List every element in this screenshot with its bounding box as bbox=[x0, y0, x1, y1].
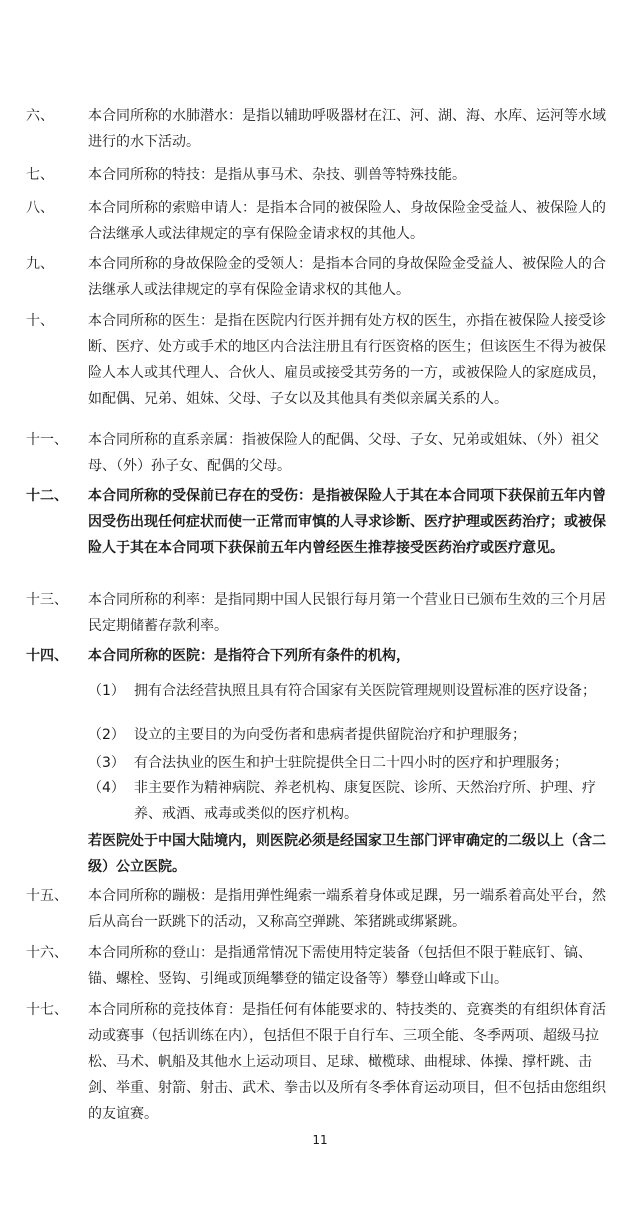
clause-text: 本合同所称的利率：是指同期中国人民银行每月第一个营业日已颁布生效的三个月居民定期储蓄存款利率。 bbox=[88, 592, 606, 634]
clause-number: 十一、 bbox=[26, 432, 68, 448]
condition-number: （3） bbox=[88, 755, 125, 771]
clause-number: 七、 bbox=[26, 167, 54, 183]
condition-text: 非主要作为精神病院、养老机构、康复医院、诊所、天然治疗所、护理、疗养、戒酒、戒毒或类似的医疗机构。 bbox=[134, 780, 596, 822]
condition-text: 设立的主要目的为向受伤者和患病者提供留院治疗和护理服务； bbox=[134, 727, 526, 743]
hospital-note: 若医院处于中国大陆境内，则医院必须是经国家卫生部门评审确定的二级以上（含二级）公立医院。 bbox=[88, 833, 606, 875]
clause-number: 十五、 bbox=[26, 888, 68, 904]
clause-number: 八、 bbox=[26, 200, 54, 216]
clause-number: 十四、 bbox=[26, 648, 68, 664]
clause-text: 本合同所称的医院：是指符合下列所有条件的机构， bbox=[88, 648, 410, 664]
clause-number: 十、 bbox=[26, 313, 54, 329]
page-number: 11 bbox=[312, 1133, 328, 1147]
condition-text: 拥有合法经营执照且具有符合国家有关医院管理规则设置标准的医疗设备； bbox=[134, 683, 596, 699]
clause-text: 本合同所称的特技：是指从事马术、杂技、驯兽等特殊技能。 bbox=[88, 167, 466, 183]
clause-number: 十三、 bbox=[26, 592, 68, 608]
clause-text: 本合同所称的医生：是指在医院内行医并拥有处方权的医生，亦指在被保险人接受诊断、医疗、处方或手术的地区内合法注册且有行医资格的医生；但该医生不得为被保险人本人或其代理人、合伙人、雇员或接受其劳务的一方，或被保险人的家庭成员，如配偶、兄弟、姐妹、父母、子女以及其他具有类似亲属关系的人。 bbox=[88, 313, 606, 407]
condition-text: 有合法执业的医生和护士驻院提供全日二十四小时的医疗和护理服务； bbox=[134, 755, 568, 771]
clause-number: 十二、 bbox=[26, 488, 68, 504]
clause-number: 六、 bbox=[26, 108, 54, 124]
clause-text: 本合同所称的受保前已存在的受伤：是指被保险人于其在本合同项下获保前五年内曾因受伤出现任何症状而使一正常而审慎的人寻求诊断、医疗护理或医药治疗；或被保险人于其在本合同项下获保前五年内曾经医生推荐接受医药治疗或医疗意见。 bbox=[88, 488, 606, 556]
clause-text: 本合同所称的直系亲属：指被保险人的配偶、父母、子女、兄弟或姐妹、（外）祖父母、（外）孙子女、配偶的父母。 bbox=[88, 432, 599, 474]
condition-number: （1） bbox=[88, 683, 125, 699]
clause-number: 十六、 bbox=[26, 945, 68, 961]
condition-number: （2） bbox=[88, 727, 125, 743]
clause-text: 本合同所称的登山：是指通常情况下需使用特定装备（包括但不限于鞋底钉、镐、锚、螺栓、竖钩、引绳或顶绳攀登的锚定设备等）攀登山峰或下山。 bbox=[88, 945, 592, 987]
condition-number: （4） bbox=[88, 780, 125, 796]
clause-text: 本合同所称的索赔申请人：是指本合同的被保险人、身故保险金受益人、被保险人的合法继承人或法律规定的享有保险金请求权的其他人。 bbox=[88, 200, 606, 242]
clause-text: 本合同所称的蹦极：是指用弹性绳索一端系着身体或足踝，另一端系着高处平台，然后从高台一跃跳下的活动，又称高空弹跳、笨猪跳或绑紧跳。 bbox=[88, 888, 606, 930]
clause-text: 本合同所称的身故保险金的受领人：是指本合同的身故保险金受益人、被保险人的合法继承人或法律规定的享有保险金请求权的其他人。 bbox=[88, 256, 606, 298]
clause-text: 本合同所称的水肺潜水：是指以辅助呼吸器材在江、河、湖、海、水库、运河等水域进行的水下活动。 bbox=[88, 108, 606, 150]
clause-number: 十七、 bbox=[26, 1002, 68, 1018]
clause-text: 本合同所称的竞技体育：是指任何有体能要求的、特技类的、竞赛类的有组织体育活动或赛事（包括训练在内），包括但不限于自行车、三项全能、冬季两项、超级马拉松、马术、帆船及其他水上运动项目、足球、橄榄球、曲棍球、体操、撑杆跳、击剑、举重、射箭、射击、武术、拳击以及所有冬季体育运动项目，但不包括由您组织的友谊赛。 bbox=[88, 1002, 606, 1122]
clause-number: 九、 bbox=[26, 256, 54, 272]
